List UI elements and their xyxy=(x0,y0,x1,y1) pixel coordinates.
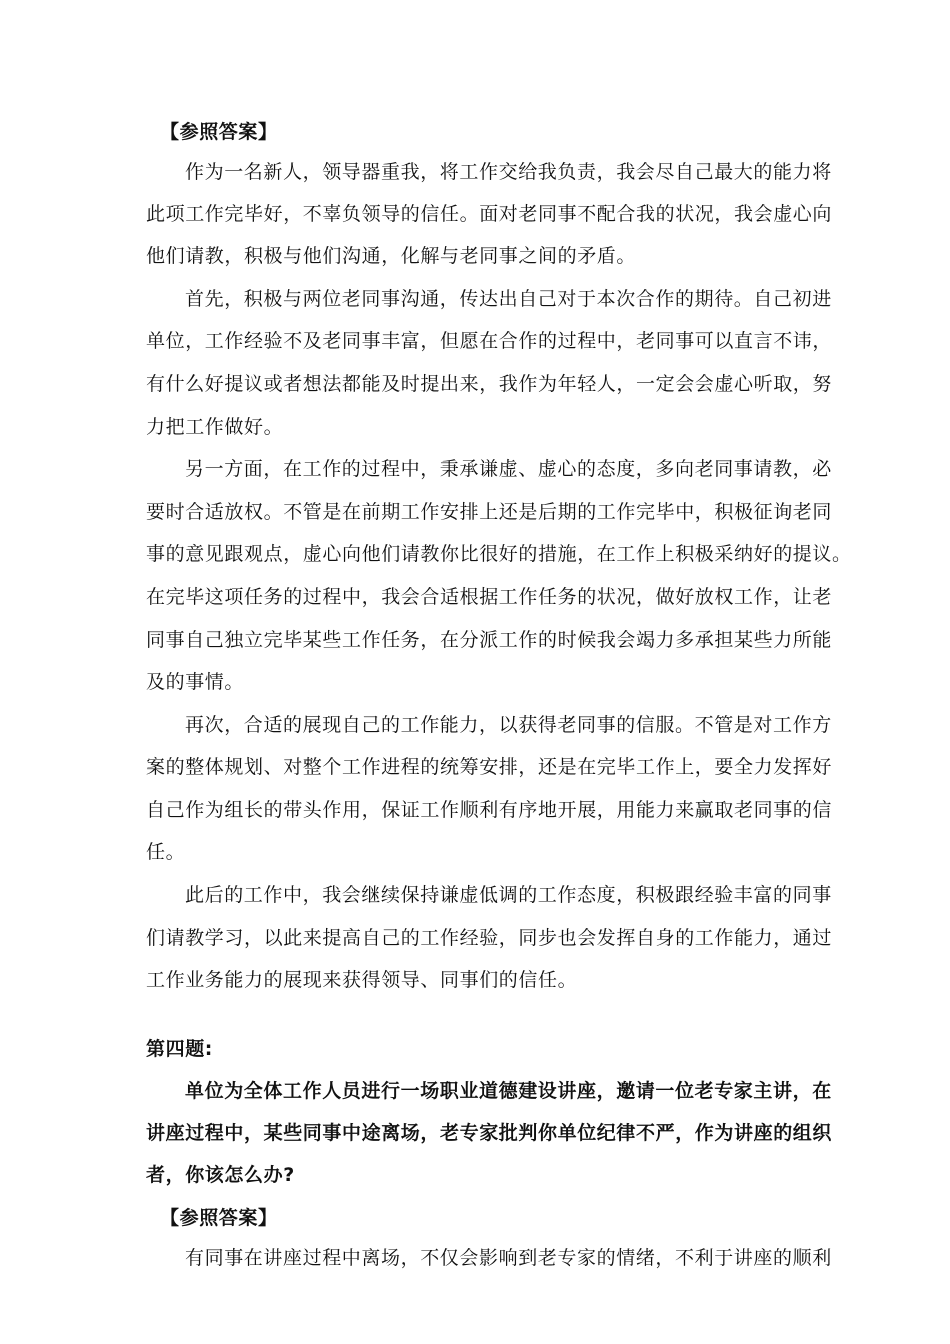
paragraph-line: 事的意见跟观点，虚心向他们请教你比很好的措施，在工作上积极采纳好的提议。 xyxy=(146,543,852,565)
paragraph-line: 同事自己独立完毕某些工作任务，在分派工作的时候我会竭力多承担某些力所能 xyxy=(146,629,833,651)
question-line: 者，你该怎么办? xyxy=(146,1164,295,1186)
question-line: 单位为全体工作人员进行一场职业道德建设讲座，邀请一位老专家主讲，在 xyxy=(185,1080,832,1102)
question-title: 第四题: xyxy=(146,1038,213,1060)
paragraph-line: 任。 xyxy=(146,841,186,863)
paragraph-line: 作为一名新人，领导器重我，将工作交给我负责，我会尽自己最大的能力将 xyxy=(185,161,832,183)
answer-label: 【参照答案】 xyxy=(160,1207,278,1229)
answer-label: 【参照答案】 xyxy=(160,121,278,143)
paragraph-line: 案的整体规划、对整个工作进程的统筹安排，还是在完毕工作上，要全力发挥好 xyxy=(146,756,833,778)
paragraph-line: 自己作为组长的带头作用，保证工作顺利有序地开展，用能力来赢取老同事的信 xyxy=(146,799,833,821)
paragraph-line: 有同事在讲座过程中离场，不仅会影响到老专家的情绪，不利于讲座的顺利 xyxy=(185,1247,832,1269)
paragraph-line: 此后的工作中，我会继续保持谦虚低调的工作态度，积极跟经验丰富的同事 xyxy=(185,884,832,906)
paragraph-line: 工作业务能力的展现来获得领导、同事们的信任。 xyxy=(146,969,578,991)
paragraph-line: 另一方面，在工作的过程中，秉承谦虚、虚心的态度，多向老同事请教，必 xyxy=(185,458,832,480)
paragraph-line: 首先，积极与两位老同事沟通，传达出自己对于本次合作的期待。自己初进 xyxy=(185,288,832,310)
paragraph-line: 有什么好提议或者想法都能及时提出来，我作为年轻人，一定会会虚心听取，努 xyxy=(146,373,833,395)
question-line: 讲座过程中，某些同事中途离场，老专家批判你单位纪律不严，作为讲座的组织 xyxy=(146,1122,833,1144)
paragraph-line: 及的事情。 xyxy=(146,671,245,693)
paragraph-line: 在完毕这项任务的过程中，我会合适根据工作任务的状况，做好放权工作，让老 xyxy=(146,586,833,608)
paragraph-line: 再次，合适的展现自己的工作能力，以获得老同事的信服。不管是对工作方 xyxy=(185,714,832,736)
paragraph-line: 此项工作完毕好，不辜负领导的信任。面对老同事不配合我的状况，我会虚心向 xyxy=(146,203,833,225)
paragraph-line: 们请教学习，以此来提高自己的工作经验，同步也会发挥自身的工作能力，通过 xyxy=(146,927,833,949)
paragraph-line: 要时合适放权。不管是在前期工作安排上还是后期的工作完毕中，积极征询老同 xyxy=(146,501,833,523)
paragraph-line: 单位，工作经验不及老同事丰富，但愿在合作的过程中，老同事可以直言不讳， xyxy=(146,330,833,352)
paragraph-line: 力把工作做好。 xyxy=(146,416,284,438)
paragraph-line: 他们请教，积极与他们沟通，化解与老同事之间的矛盾。 xyxy=(146,245,637,267)
